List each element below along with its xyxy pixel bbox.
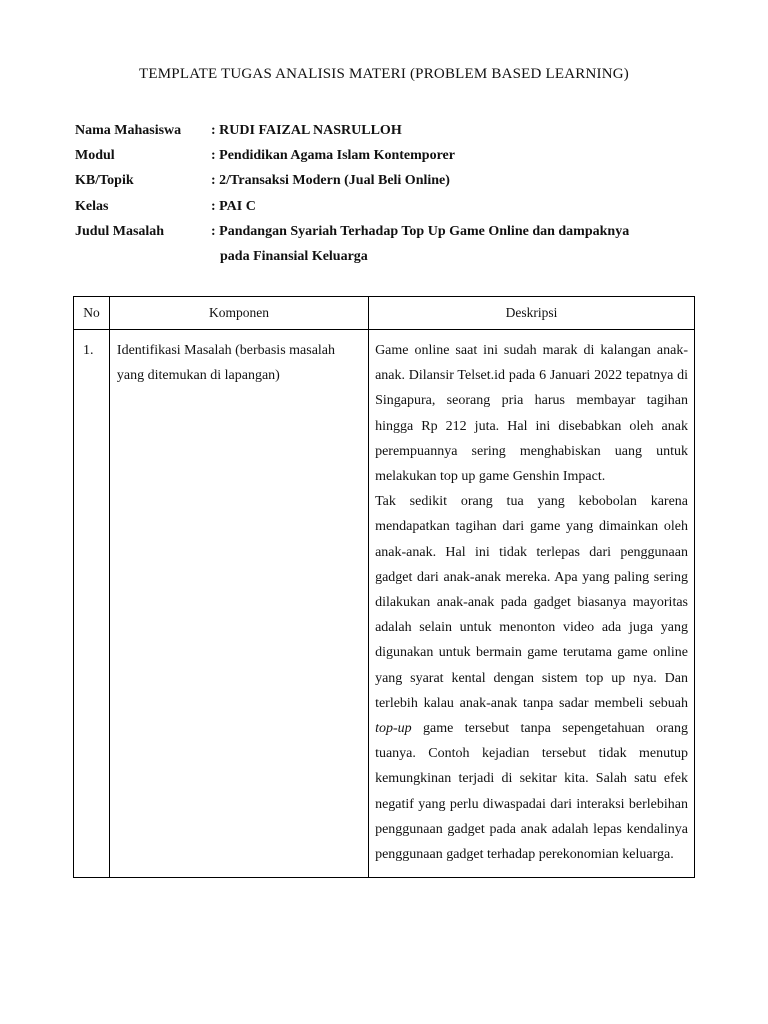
header-no: No [74,297,110,330]
info-label: Nama Mahasiswa [75,123,182,138]
italic-term: top-up [375,721,412,737]
row-komponen: Identifikasi Masalah (berbasis masalah yang ditemukan di lapangan) [109,330,368,878]
deskripsi-paragraph: Game online saat ini sudah marak di kalangan anak-anak. Dilansir Telset.id pada 6 Januari 2022 tepatnya di Singapura, seorang pria harus membayar tagihan hingga Rp 212 juta. Hal ini disebabkan oleh anak perempuannya sering menghabiskan uang untuk melakukan top up game Genshin Impact. [375,343,688,485]
info-row-kelas [75,194,705,219]
table-header-row [74,297,695,330]
info-value: : PAI C [211,198,256,214]
info-label: KB/Topik [75,173,134,189]
info-label: Modul [75,148,115,164]
info-row-nama [75,118,705,143]
paragraph-text: game tersebut tanpa sepengetahuan orang tuanya. Contoh kejadian tersebut tidak menutup kemungkinan terjadi di sekitar kita. Salah satu efek negatif yang perlu diwaspadai dari interaksi berlebihan penggunaan gadget pada anak adalah lepas kendalinya penggunaan gadget terhadap perekonomian keluarga. [375,721,688,863]
student-info [75,118,705,269]
info-label: Kelas [75,198,109,214]
info-value: : 2/Transaksi Modern (Jual Beli Online) [211,173,450,189]
info-value: : Pandangan Syariah Terhadap Top Up Game Online dan dampaknya [211,223,630,239]
header-komponen: Komponen [109,297,368,330]
table-row [74,330,695,878]
row-number: 1. [74,330,110,878]
header-deskripsi: Deskripsi [369,297,695,330]
info-row-modul [75,143,705,168]
info-value: : Pendidikan Agama Islam Kontemporer [211,148,455,164]
row-deskripsi [369,330,695,878]
info-value-continuation: pada Finansial Keluarga [220,248,368,264]
info-row-judul [75,219,705,269]
analysis-table [73,296,695,878]
document-title: TEMPLATE TUGAS ANALISIS MATERI (PROBLEM BASED LEARNING) [139,66,629,82]
paragraph-text: Tak sedikit orang tua yang kebobolan karena mendapatkan tagihan dari game yang dimainkan oleh anak-anak. Hal ini tidak terlepas dari penggunaan gadget dari anak-anak mereka. Apa yang paling sering dilakukan anak-anak pada gadget biasanya mayoritas adalah selain untuk menonton video ada juga yang digunakan untuk bermain game terutama game online yang syarat kental dengan sistem top up nya. Dan terlebih kalau anak-anak tanpa sadar membeli sebuah [375,494,688,711]
info-value-group [211,219,705,269]
info-row-topik [75,168,705,193]
info-value: : RUDI FAIZAL NASRULLOH [211,123,402,138]
info-label: Judul Masalah [75,223,165,239]
deskripsi-paragraph [375,489,688,867]
